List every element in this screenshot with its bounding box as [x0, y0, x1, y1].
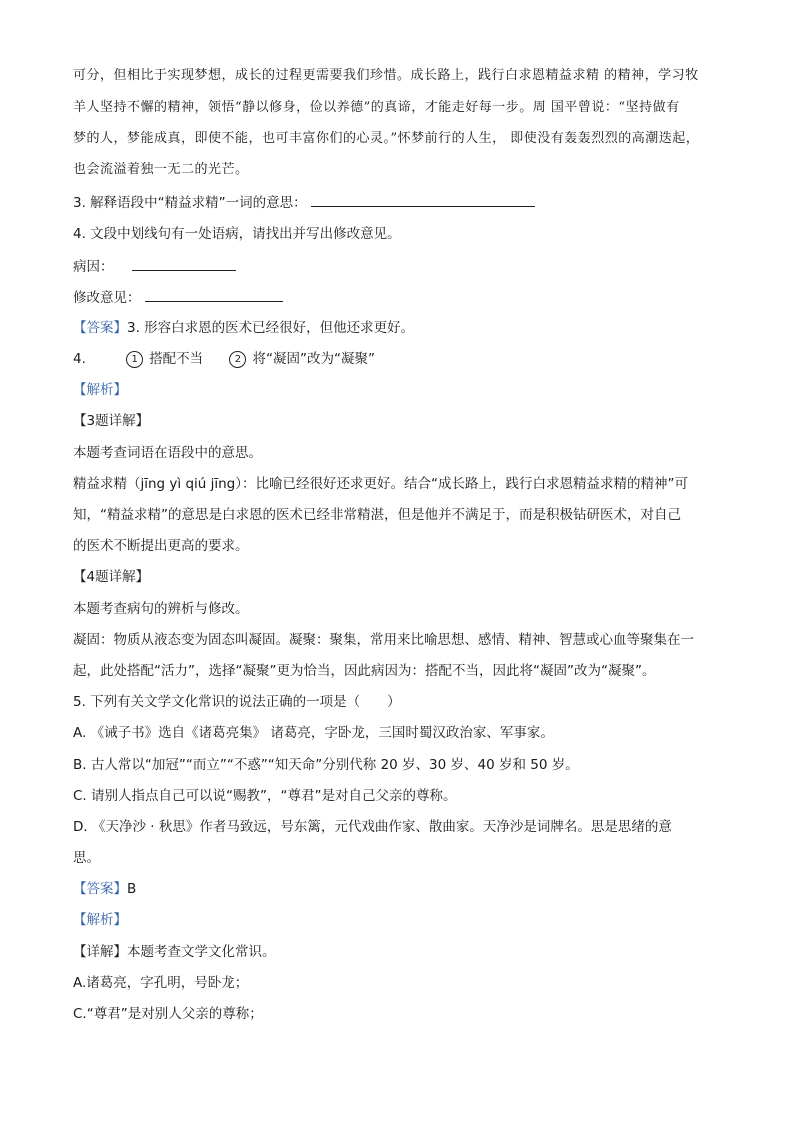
analysis-tag-1: 【解析】	[73, 382, 127, 398]
analysis-2-detail	[73, 942, 734, 962]
answer-part-1: 搭配不当	[149, 351, 204, 367]
answer-1-q4	[73, 349, 734, 369]
option-b: B. 古人常以“加冠”“而立”“不惑”“知天命”分别代称 20 岁、30 岁、40 岁和 50 岁。	[73, 757, 579, 773]
cause-label: 病因：	[73, 259, 114, 275]
circled-number-1: 1	[126, 351, 143, 368]
analysis-2-line-a: A.诸葛亮，字孔明，号卧龙；	[73, 975, 249, 991]
detail-4-intro: 本题考查病句的辨析与修改。	[73, 601, 249, 617]
detail-3-line-3: 的医术不断提出更高的要求。	[73, 538, 249, 554]
detail-3-line-2: 知，“精益求精”的意思是白求恩的医术已经非常精湛，但是他并不满足于，而是积极钻研医术，对自己	[73, 507, 681, 523]
passage-line-3: 梦的人，梦能成真，即使不能，也可丰富你们的心灵。”怀梦前行的人生， 即使没有轰轰烈烈的高潮迭起，	[73, 131, 700, 146]
question-3	[73, 192, 734, 213]
option-a: A. 《诫子书》选自《诸葛亮集》 诸葛亮，字卧龙，三国时蜀汉政治家、军事家。	[73, 725, 554, 741]
question-4-fix	[73, 287, 734, 308]
detail-text: 本题考查文学文化常识。	[127, 944, 276, 960]
fix-label: 修改意见：	[73, 290, 141, 306]
answer-q4-num: 4.	[73, 351, 86, 367]
cause-blank	[132, 256, 236, 271]
detail-4-line-2: 起，此处搭配“活力”，选择“凝聚”更为恰当，因此病因为：搭配不当，因此将“凝固”改为“凝聚”。	[73, 663, 656, 679]
answer-part-2: 将“凝固”改为“凝聚”	[252, 351, 375, 367]
detail-3-intro: 本题考查词语在语段中的意思。	[73, 445, 262, 461]
option-d-line-2: 思。	[73, 850, 100, 866]
fix-blank	[145, 287, 283, 302]
detail-tag: 【详解】	[73, 944, 127, 960]
question-3-text: 3. 解释语段中“精益求精”一词的意思：	[73, 195, 307, 211]
answer-tag: 【答案】	[73, 320, 127, 336]
detail-3-tag: 【3题详解】	[73, 413, 150, 429]
question-4-cause	[73, 256, 734, 277]
answer-choice: B	[127, 881, 137, 897]
detail-4-line-1: 凝固：物质从液态变为固态叫凝固。凝聚：聚集，常用来比喻思想、感情、精神、智慧或心血等聚集在一	[73, 632, 694, 648]
analysis-tag-2: 【解析】	[73, 912, 127, 928]
passage-line-4: 也会流溢着独一无二的光芒。	[73, 162, 249, 177]
detail-4-tag: 【4题详解】	[73, 569, 150, 585]
answer-blank	[311, 192, 535, 207]
answer-tag: 【答案】	[73, 881, 127, 897]
passage-line-1: 可分，但相比于实现梦想，成长的过程更需要我们珍惜。成长路上，践行白求恩精益求精 的精神，学习牧	[73, 68, 699, 83]
passage-line-2: 羊人坚持不懈的精神，领悟“静以修身，俭以养德”的真谛，才能走好每一步。周 国平曾说：“坚持做有	[73, 100, 680, 115]
answer-2	[73, 879, 734, 899]
question-5-stem: 5. 下列有关文学文化常识的说法正确的一项是（ ）	[73, 694, 401, 710]
circled-number-2: 2	[229, 351, 246, 368]
question-4: 4. 文段中划线句有一处语病，请找出并写出修改意见。	[73, 226, 401, 242]
analysis-2-line-c: C.“尊君”是对别人父亲的尊称；	[73, 1006, 263, 1022]
answer-text: 3. 形容白求恩的医术已经很好，但他还求更好。	[127, 320, 415, 336]
option-d-line-1: D. 《天净沙 · 秋思》作者马致远，号东篱，元代戏曲作家、散曲家。天净沙是词牌名。思是思绪的意	[73, 819, 672, 835]
option-c: C. 请别人指点自己可以说“赐教”，“尊君”是对自己父亲的尊称。	[73, 788, 457, 804]
detail-3-line-1: 精益求精（jīng yì qiú jīng）：比喻已经很好还求更好。结合“成长路上，践行白求恩精益求精的精神”可	[73, 476, 688, 492]
answer-1	[73, 318, 734, 338]
